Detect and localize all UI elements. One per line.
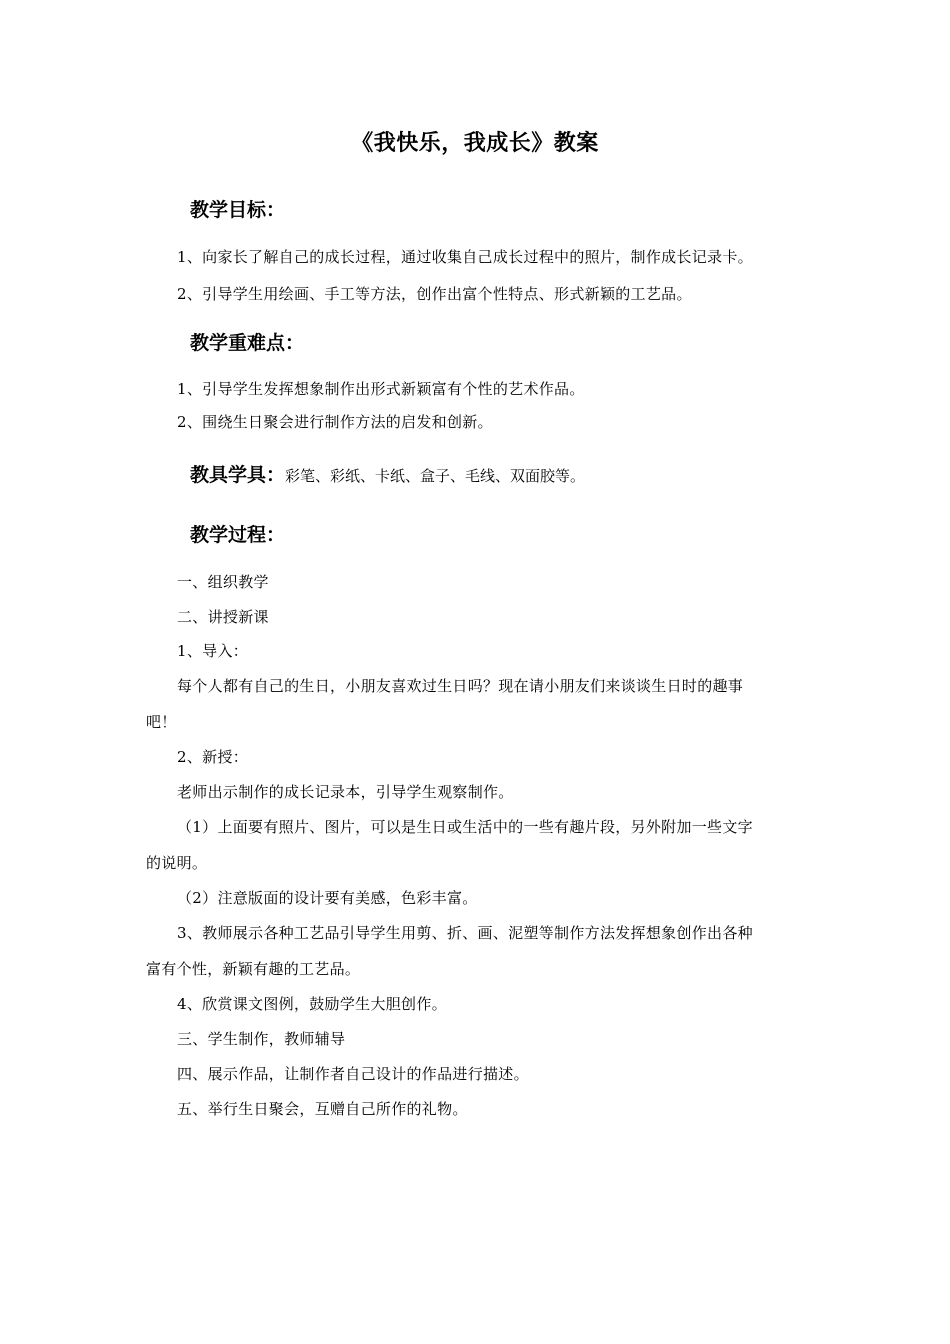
process-line-11: 3、教师展示各种工艺品引导学生用剪、折、画、泥塑等制作方法发挥想象创作出各种: [177, 924, 753, 942]
process-line-5: 吧！: [146, 713, 177, 731]
process-line-3: 1、导入：: [177, 642, 249, 660]
objective-item-1: 1、向家长了解自己的成长过程，通过收集自己成长过程中的照片，制作成长记录卡。: [177, 248, 753, 266]
key-point-item-2: 2、围绕生日聚会进行制作方法的启发和创新。: [177, 413, 493, 431]
process-line-7: 老师出示制作的成长记录本，引导学生观察制作。: [177, 783, 514, 801]
materials-line: [190, 460, 585, 487]
process-line-12: 富有个性，新颖有趣的工艺品。: [146, 960, 361, 978]
objective-item-2: 2、引导学生用绘画、手工等方法，创作出富个性特点、形式新颖的工艺品。: [177, 285, 692, 303]
process-line-8: （1）上面要有照片、图片，可以是生日或生活中的一些有趣片段，另外附加一些文字: [177, 818, 753, 836]
key-point-item-1: 1、引导学生发挥想象制作出形式新颖富有个性的艺术作品。: [177, 380, 585, 398]
process-line-10: （2）注意版面的设计要有美感，色彩丰富。: [177, 889, 478, 907]
process-line-2: 二、讲授新课: [177, 608, 269, 626]
process-line-6: 2、新授：: [177, 748, 249, 766]
process-heading: 教学过程：: [190, 524, 286, 546]
process-line-16: 五、举行生日聚会，互赠自己所作的礼物。: [177, 1100, 468, 1118]
key-points-heading: 教学重难点：: [190, 332, 305, 354]
materials-heading: 教具学具：: [190, 464, 286, 486]
process-line-9: 的说明。: [146, 854, 208, 872]
process-line-15: 四、展示作品，让制作者自己设计的作品进行描述。: [177, 1065, 529, 1083]
process-line-13: 4、欣赏课文图例，鼓励学生大胆创作。: [177, 995, 447, 1013]
document-title: 《我快乐，我成长》教案: [351, 131, 599, 156]
process-line-1: 一、组织教学: [177, 573, 269, 591]
objectives-heading: 教学目标：: [190, 199, 286, 221]
process-line-14: 三、学生制作，教师辅导: [177, 1030, 346, 1048]
process-line-4: 每个人都有自己的生日，小朋友喜欢过生日吗？现在请小朋友们来谈谈生日时的趣事: [177, 677, 744, 695]
materials-text: 彩笔、彩纸、卡纸、盒子、毛线、双面胶等。: [285, 467, 586, 485]
